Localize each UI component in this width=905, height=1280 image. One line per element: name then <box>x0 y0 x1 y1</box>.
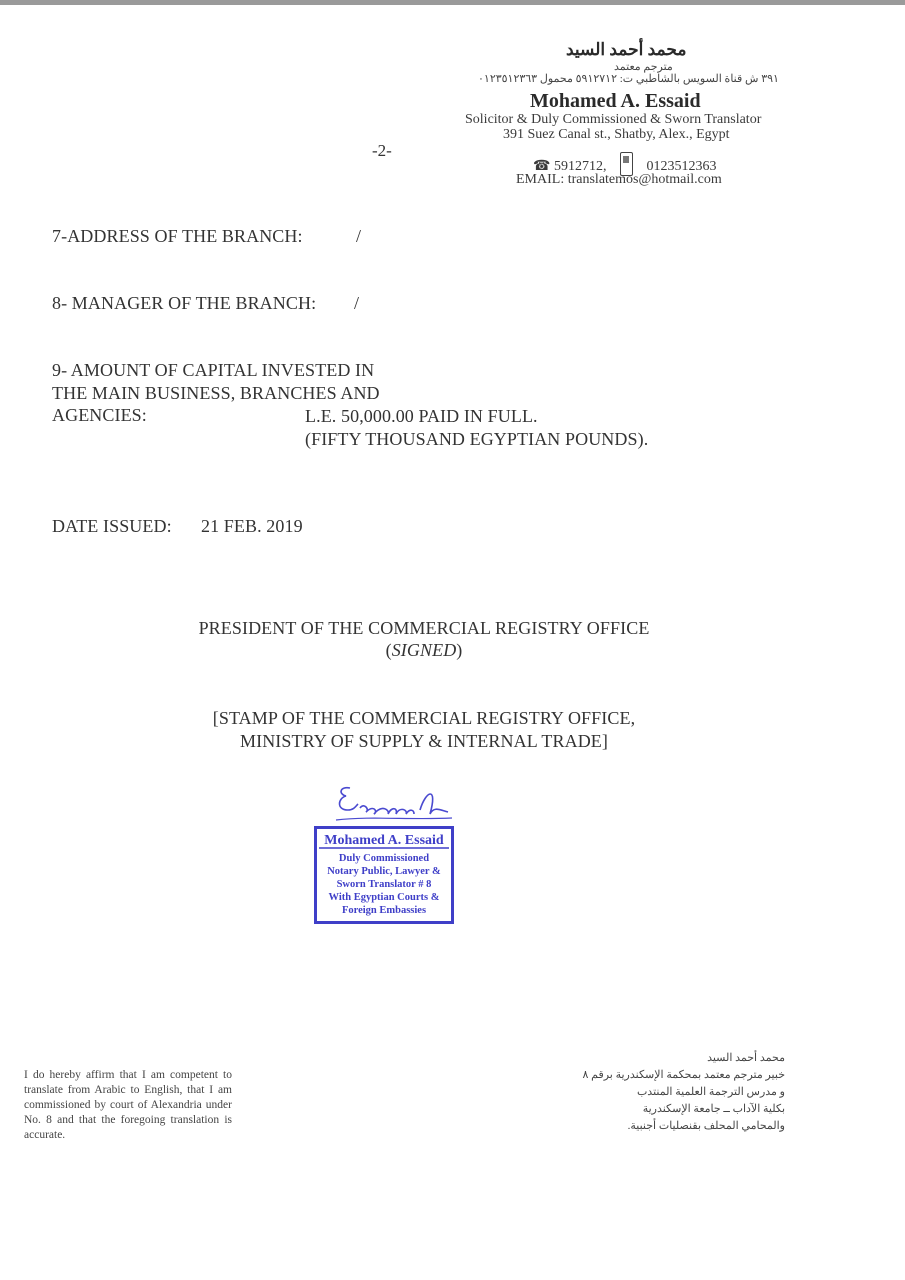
date-issued-value: 21 FEB. 2019 <box>201 516 303 536</box>
seal-name: Mohamed A. Essaid <box>324 833 444 848</box>
telephone-icon: ☎ <box>533 159 551 174</box>
seal-line1: Duly Commissioned <box>338 853 430 864</box>
seal-line4: With Egyptian Courts & <box>328 892 440 903</box>
manager-branch-label: 8- MANAGER OF THE BRANCH: <box>52 293 317 313</box>
arabic-footer-line: و مدرس الترجمة العلمية المنتدب <box>636 1086 785 1098</box>
arabic-footer-line: محمد أحمد السيد <box>707 1052 785 1064</box>
address-branch-label: 7-ADDRESS OF THE BRANCH: <box>52 226 303 246</box>
arabic-footer-line: خبير مترجم معتمد بمحكمة الإسكندرية برقم ٨ <box>582 1069 785 1081</box>
arabic-footer-line: بكلية الآداب ــ جامعة الإسكندرية <box>642 1103 785 1115</box>
signatory-title: PRESIDENT OF THE COMMERCIAL REGISTRY OFFICE <box>198 618 650 638</box>
manager-branch-value: / <box>354 293 360 313</box>
letterhead-address: 391 Suez Canal st., Shatby, Alex., Egypt <box>503 127 730 142</box>
capital-value-line2: (FIFTY THOUSAND EGYPTIAN POUNDS). <box>305 429 649 449</box>
capital-label-line1: 9- AMOUNT OF CAPITAL INVESTED IN <box>52 360 375 380</box>
seal-line3: Sworn Translator # 8 <box>336 879 432 890</box>
capital-value-line1: L.E. 50,000.00 PAID IN FULL. <box>305 406 538 426</box>
stamp-note-line1: [STAMP OF THE COMMERCIAL REGISTRY OFFICE, <box>212 708 636 728</box>
letterhead-phone: 5912712, <box>553 159 607 174</box>
letterhead-arabic-name: محمد أحمد السيد <box>566 40 687 59</box>
stamp-note-line2: MINISTRY OF SUPPLY & INTERNAL TRADE] <box>240 731 608 751</box>
signed-word: SIGNED <box>391 640 457 660</box>
translator-seal <box>314 826 454 924</box>
handwritten-signature <box>330 780 460 830</box>
arabic-footer <box>575 1050 785 1135</box>
translator-affirmation: I do hereby affirm that I am competent to translate from Arabic to English, that I am commissioned by court of Alexandria under No. 8 and that the foregoing translation is accurate. <box>24 1069 232 1141</box>
arabic-footer-line: والمحامي المحلف بقنصليات أجنبية. <box>627 1120 785 1132</box>
translator-seal-graphic <box>317 829 451 921</box>
capital-label-line2: THE MAIN BUSINESS, BRANCHES AND <box>52 383 380 403</box>
letterhead-arabic-title: مترجم معتمد <box>614 61 673 73</box>
seal-line5: Foreign Embassies <box>341 905 427 916</box>
signed-note: (SIGNED) <box>385 640 463 660</box>
letterhead-email: EMAIL: translatemos@hotmail.com <box>516 172 722 187</box>
address-branch-value: / <box>356 226 362 246</box>
seal-line2: Notary Public, Lawyer & <box>327 866 441 877</box>
page-number: -2- <box>372 141 392 160</box>
letterhead-arabic-address: ٣٩١ ش قناة السويس بالشاطبي ت: ٥٩١٢٧١٢ محمول ٠١٢٣٥١٢٣٦٣ <box>478 73 779 85</box>
letterhead-name: Mohamed A. Essaid <box>530 90 701 112</box>
letterhead-mobile: 0123512363 <box>646 159 717 174</box>
capital-label-line3: AGENCIES: <box>52 405 147 425</box>
scan-top-edge <box>0 0 905 5</box>
letterhead-role: Solicitor & Duly Commissioned & Sworn Translator <box>465 112 762 127</box>
date-issued-label: DATE ISSUED: <box>52 516 172 536</box>
